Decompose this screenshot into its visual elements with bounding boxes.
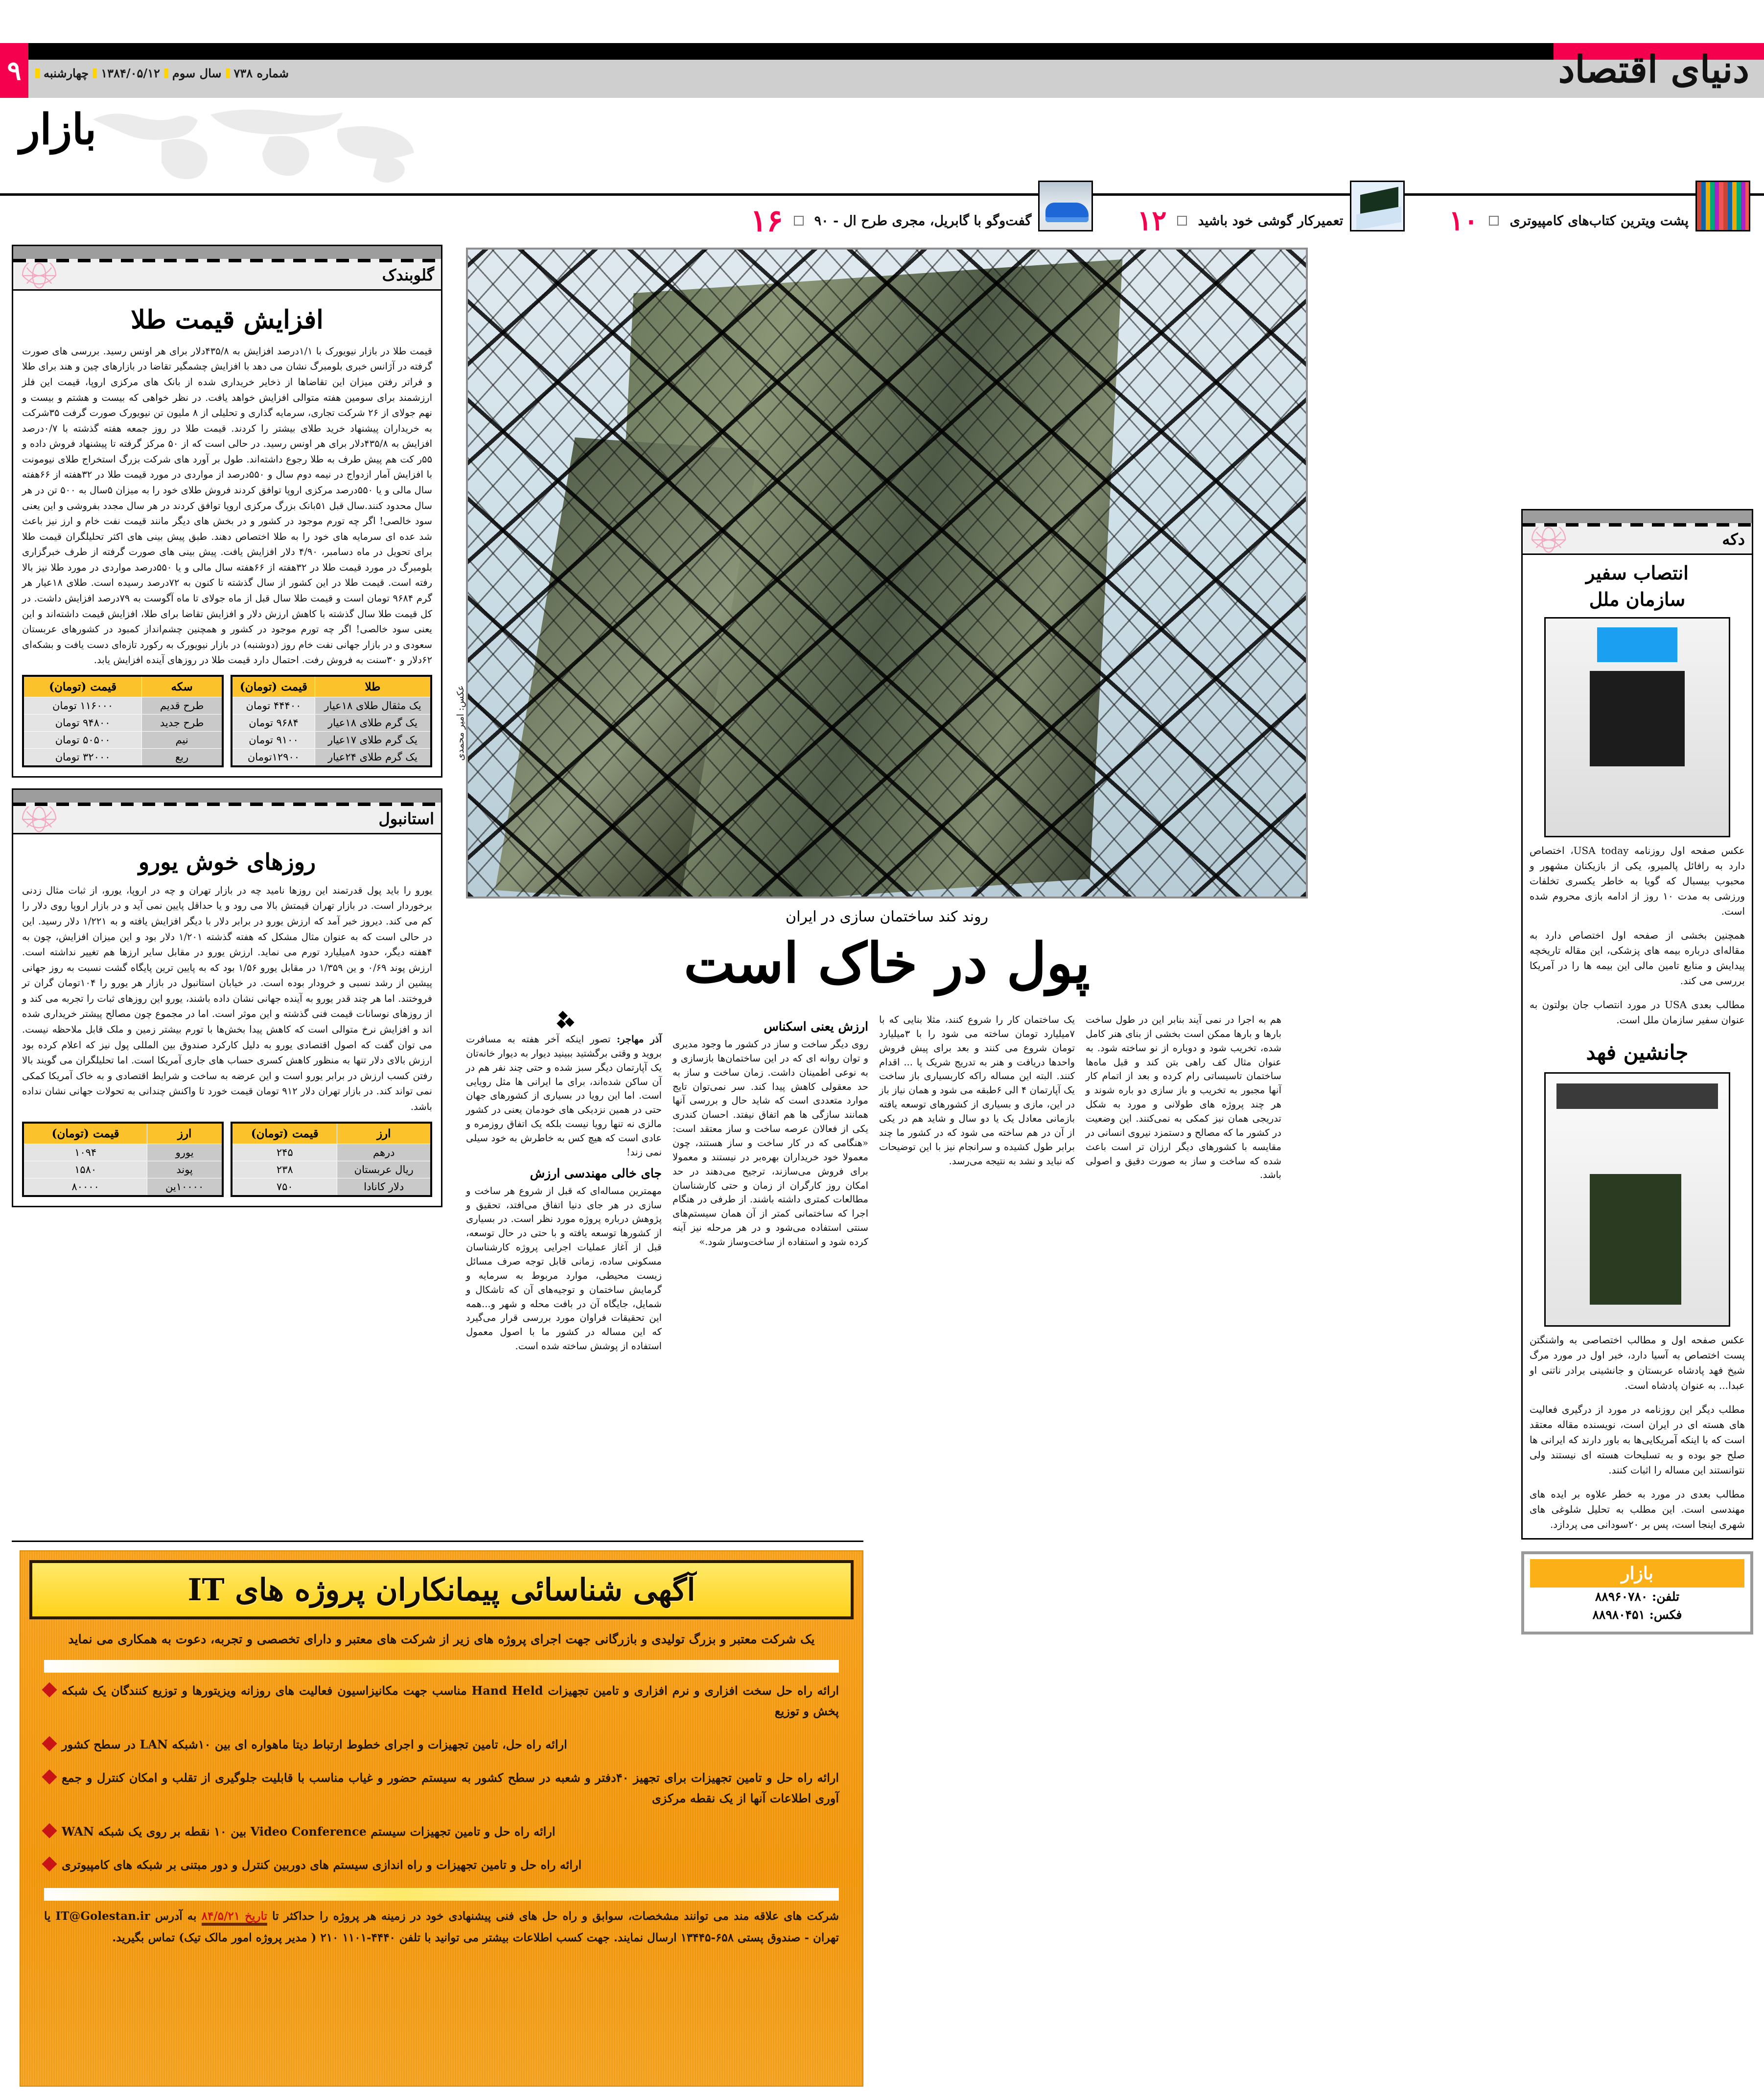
currency-name: ۱۰۰۰۰ین	[147, 1178, 223, 1196]
main-subhead-value-engineering: جای خالی مهندسی ارزش	[530, 1166, 662, 1180]
sidebar-fahd-body-2: مطلب دیگر این روزنامه در مورد از درگیری فعالیت های هسته ای در ایران است، نویسنده مقاله معتقد است که با اینکه آمریکایی‌ها به باور دارند که ایرانی ها صلح جو بوده و به تسلیحات هسته ای نیستند ولی نتوانستند این مساله را اثبات کنند.	[1530, 1403, 1745, 1476]
currency-name: پوند	[147, 1161, 223, 1178]
table-row	[23, 697, 223, 714]
dateline-issue: شماره ۷۳۸	[233, 66, 289, 80]
sidebar-fahd-body-1: عکس صفحه اول و مطالب اختصاصی به واشنگتن پست اختصاص به آسیا دارد، خبر اول در مورد مرگ شیخ فهد پادشاه عربستان و جانشینی برادر ناتنی او عبدا... به عنوان پادشاه است.	[1530, 1334, 1745, 1391]
coin-table-header-name: سکه	[142, 676, 223, 697]
page-body	[0, 245, 1764, 2095]
sidebar-article-un-ambassador	[1521, 555, 1753, 1540]
photo-credit: عکس: امیر محمدی	[455, 685, 466, 761]
advert-footer	[44, 1906, 839, 1950]
sidebar-body-1: عکس صفحه اول روزنامه USA today، اختصاص دارد به رافائل پالمیرو، یکی از بازیکنان مشهور و محبوب بیسبال که گویا به خاطر یکسری تخلفات ورزشی به مدت ۱۰ روز از ادامه بازی محروم شده است.	[1530, 845, 1745, 918]
gold-price: ۹۶۸۴ تومان	[232, 714, 315, 731]
currency-price: ۲۳۸	[232, 1161, 337, 1178]
article-gold-price	[12, 291, 442, 778]
main-kicker: روند کند ساختمان سازی در ایران	[786, 908, 988, 925]
gold-price: ۹۱۰۰ تومان	[232, 731, 315, 748]
table-row	[23, 731, 223, 748]
main-col1-lead: تصور اینکه آخر هفته به مسافرت بروید و وقتی برگشتید ببینید دیوار به دیوار خانه‌تان یک آپارتمان دیگر سبز شده و حتی چند نفر هم در آن ساکن شده‌اند، برای ما ایرانی ها مثل رویایی است. اما این رویا در بسیاری از کشورهای جهان حتی در همین نزدیکی های خودمان یعنی در کشور مالزی نه تنها رویا نیست بلکه یک اتفاق روزمره و عادی است که هیچ کس به خاطرش به خود سیلی نمی زند!	[466, 1034, 662, 1158]
table-row	[232, 1161, 431, 1178]
main-col1-text2: مهمترین مساله‌ای که قبل از شروع هر ساخت و سازی در هر جای دنیا اتفاق می‌افتد، تحقیق و پژوهش درباره پروژه مورد نظر است. در بسیاری از کشورها توسعه یافته و با حتی در حال توسعه، قبل از آغاز عملیات اجرایی پروژه کارشناسان مسکونی ساده، زمانی قابل توجه صرف مسائل زیست محیطی، موارد مربوط به سرمایه و گرمایش ساختمان و توجیه‌های آن که تاشکال و شمایل، جایگاه آن در بافت محله و شهر و...همه این تحقیقات فراوان مورد بررسی قرار می‌گیرد که این مساله در کشور ما با اصول معمول استفاده از پوشش ساخته شده است.	[466, 1185, 662, 1352]
diamond-bullet-icon	[42, 1856, 57, 1871]
advert-bullet-text: ارائه راه حل و تامین تجهیزات سیستم Video Conference بین ۱۰ نقطه بر روی یک شبکه WAN	[62, 1824, 556, 1839]
table-row	[232, 731, 431, 748]
nav-page-gabriel-interview: ۱۶	[750, 203, 783, 239]
section-band	[0, 98, 1764, 196]
contact-fax-label: فکس:	[1649, 1607, 1682, 1622]
table-row	[232, 1144, 431, 1161]
coin-name: طرح جدید	[142, 714, 223, 731]
car-thumb-image	[1038, 181, 1093, 231]
main-col4-text: هم به اجرا در نمی آیند بنابر این در طول ساخت بارها و بارها ممکن است بخشی از بنای هنر کامل شده، تخریب شود و دوباره از نو ساخته شود. به عنوان مثال کف راهی بتن کند و قبل ماه‌ها ساختمان تاسیساتی رام کرده و بعد از اتمام کار آنها مجبور به تخریب و باز سازی دو باره شوند و هر چند پروژه های طولانی و مورد به شکل تدریجی همان نیز کمکی به نمی‌کنند. این وضعیت در کشور ما که مصالح و دستمزد نیروی انسانی در مقایسه با کشورهای دیگر ارزان تر است باعث شده که ساخت و ساز به صورت دقیق و اصولی باشد.	[1086, 1014, 1281, 1181]
section-label-globandak: گلوبندک	[382, 266, 434, 284]
table-row	[23, 1178, 223, 1196]
gold-price: ۴۴۴۰۰ تومان	[232, 697, 315, 714]
contact-phone	[1524, 1588, 1750, 1606]
gold-price-table	[231, 675, 432, 767]
currency-table-header-name: ارز	[147, 1123, 223, 1144]
laptop-thumb-image	[1350, 181, 1405, 231]
gold-table-header-name: طلا	[315, 676, 431, 697]
currency-table-header-price: قیمت (تومان)	[232, 1123, 337, 1144]
table-row	[232, 714, 431, 731]
advert-subtitle: یک شرکت معتبر و بزرگ تولیدی و بازرگانی جهت اجرای پروژه های زیر از شرکت های معتبر و دارای تخصصی و تجربه، دعوت به همکاری می نماید	[68, 1632, 815, 1646]
coin-name: طرح قدیم	[142, 697, 223, 714]
nav-item-books[interactable]	[1449, 198, 1750, 243]
currency-table-a	[22, 1122, 224, 1197]
main-subhead-value-is-cash: ارزش یعنی اسکناس	[764, 1019, 868, 1034]
diamond-bullet-icon	[42, 1682, 57, 1697]
advert-divider-2	[44, 1888, 839, 1901]
article-body-euro: یورو را باید پول قدرتمند این روزها نامید چه در بازار تهران و چه در اروپا، یورو، از ثبات مثال زدنی برخوردار است. در بازار تهران قیمتش بالا می رود و یا حداقل پایین نمی آید و در بازار اروپا روی دلار را کم می کند. دیروز خبر آمد که ارزش یورو در برابر دلار با دیگر افزایش یافته و به ۱/۲۲۱ دلار رسید. این در حالی است که به عنوان مثال مشکل که هفته گذشته ۱/۲۰۱ دلار بود و این میزان افزایش، چون به ۴هفته دیگر، حدود ۸میلیارد تورم می نماید. ارزش یورو در مقابل سایر ارزها هم تغییر نداشته است. ارزش پوند ۰/۶۹ و ین ۱/۳۵۹ در مقابل یورو ۱/۵۶ بود که به پایین ترین پایگاه گشت نسبت به روز جهانی پیشین از رشد نسبی و خرودار بوده است. در خیابان استانبول در بازار هر یورو را ۱۰۴تومان گران تر فروختند. اما هر چند قدر یورو به آینده جهانی نشان داده باشند، یورو این روزهای ثبات را تجربه می کند و از روزهای نوسانات قیمت فنی گذشته و این موثر است. اما در مجموع چون مصالح پیشتر خریداری شده اند و افزایش نرخ متوالی است که کاهش پیدا بخش‌ها با تورم بیشتر زمین و ملک قابل ملاحظه نیست. می توان گفت که اصول اقتصادی یورو به دلیل کارکرد صندوق بین المللی پول نیز که اعلام کرده بود ارزش بالای دلار تنها به منظور کاهش کسری حساب های جاری آمریکا است. اما تحلیلگران می گویند بالا رفتن کسب ارزش در برابر یورو است و این عرضه به ساخت و شرایط اقتصادی و به خاک آمریکا کمکی نمی تواند کند. در بازار تهران دلار ۹۱۲ تومان قیمت خورد تا واکنش چندانی به تحولات جهانی نشان نداده باشد.	[22, 884, 432, 1112]
advert-bullet-text: ارائه راه حل، تامین تجهیزات و اجرای خطوط ارتباط دیتا ماهواره ای بین ۱۰شبکه LAN در سطح کشور	[62, 1737, 567, 1751]
currency-price: ۸۰۰۰۰	[23, 1178, 147, 1196]
contact-fax	[1524, 1606, 1750, 1624]
page-pointer-strip	[0, 198, 1764, 243]
books-thumb-image	[1695, 181, 1750, 231]
coin-table-header-price: قیمت (تومان)	[23, 676, 142, 697]
currency-price: ۱۰۹۴	[23, 1144, 147, 1161]
section-header-globandak	[12, 245, 442, 291]
currency-table-b	[231, 1122, 432, 1197]
main-byline: آذر مهاجر:	[616, 1034, 662, 1045]
header-dash-rule	[13, 259, 441, 262]
contact-phone-label: تلفن:	[1652, 1589, 1680, 1604]
dateline	[35, 66, 289, 80]
section-header-dakkeh	[1521, 509, 1753, 555]
washington-post-front-page-thumb	[1544, 1072, 1730, 1327]
nav-label-phone-repair: تعمیرکار گوشی خود باشید	[1198, 213, 1344, 229]
coin-price: ۵۰۵۰۰ تومان	[23, 731, 142, 748]
advert-bullet-list	[44, 1681, 839, 1875]
nav-label-gabriel-interview: گفت‌وگو با گابریل، مجری طرح ال - ۹۰	[814, 213, 1032, 229]
advert-top-rule	[12, 1541, 863, 1542]
main-headline-block	[466, 908, 1308, 993]
currency-name: یورو	[147, 1144, 223, 1161]
usa-today-front-page-thumb	[1544, 617, 1730, 837]
dateline-separator-icon	[93, 69, 97, 78]
diamond-bullet-icon	[42, 1823, 57, 1838]
newspaper-logo: دنیای اقتصاد	[1558, 47, 1749, 91]
globe-icon	[1531, 527, 1567, 553]
sidebar-title-un-line1: انتصاب سفیر	[1586, 562, 1689, 584]
currency-table-header-price: قیمت (تومان)	[23, 1123, 147, 1144]
contact-box-title: بازار	[1530, 1559, 1744, 1588]
page-number-badge: ۹	[0, 43, 28, 98]
world-map-icon	[64, 100, 455, 188]
header-dash-rule	[1523, 523, 1752, 527]
header-dash-rule	[13, 803, 441, 806]
list-item	[44, 1855, 839, 1875]
coin-price: ۹۴۸۰۰ تومان	[23, 714, 142, 731]
square-bullet-icon	[794, 216, 804, 226]
advert-footer-line2: به آدرس IT@Golestan.ir یا تهران - صندوق پستی ۶۵۸-۱۳۴۴۵ ارسال نمایند. جهت کسب اطلاعات	[44, 1909, 839, 1945]
nav-page-books: ۱۰	[1449, 204, 1479, 237]
gold-name: یک گرم طلای ۱۸عیار	[315, 714, 431, 731]
section-label-istanbul: استانبول	[378, 809, 434, 828]
main-col3-text: یک ساختمان کار را شروع کنند، مثلا بنایی که با ۷میلیارد تومان ساخته می شود را با ۳میلیارد تومان شروع می کنند و بعد برای پیش فروش واحدها دریافت و هنر به تدریج شریک پا ... اقدام کنند. البته این مساله راکه کاربسیاری باز ساخت یک آپارتمان ۴ الی ۶طبقه می شود و همان نیاز باز در این، مازی و بسیاری از کشورهای توسعه یافته بازمانی معادل یک یا دو سال و شاید هم در یکی از آن در هم ساخته می شود که در کشور ما چند برابر طول کشیده و سرانجام نیز با این توضیحات که نباید و نشد به نتیجه می‌رسد.	[879, 1014, 1075, 1167]
article-title-gold: افزایش قیمت طلا	[131, 305, 324, 335]
nav-item-gabriel-interview[interactable]	[750, 198, 1093, 243]
advertisement-it-contractors[interactable]	[20, 1550, 863, 2087]
diamond-bullet-icon	[42, 1769, 57, 1784]
header-gray-band	[1523, 510, 1752, 523]
dateline-separator-icon	[35, 69, 40, 78]
coin-price-table	[22, 675, 224, 767]
main-column-3	[879, 1013, 1075, 1776]
sidebar-body-3: مطالب بعدی USA در مورد انتصاب جان بولتون به عنوان سفیر سازمان ملل است.	[1530, 999, 1745, 1026]
gold-price: ۱۲۹۰۰تومان	[232, 748, 315, 766]
table-row	[23, 748, 223, 766]
advert-bullet-text: ارائه راه حل سخت افزاری و نرم افزاری و تامین تجهیزات Hand Held مناسب جهت مکانیزاسیون فعالیت های روزانه ویزیتورها و توزیع کنندگان یک شبکه پخش و توزیع	[62, 1683, 839, 1718]
bazaar-contact-box	[1521, 1551, 1753, 1635]
coin-name: ربع	[142, 748, 223, 766]
advert-bullet-text: ارائه راه حل و تامین تجهیزات و راه اندازی سیستم های دوربین کنترل و دور مبتنی بر شبکه های کامپیوتری	[62, 1857, 582, 1872]
globe-icon	[21, 806, 57, 833]
table-row	[232, 697, 431, 714]
sidebar-fahd-body-3: مطالب بعدی در مورد به خطر علاوه بر ایده های مهندسی است. این مطلب به تحلیل شلوغی های شهری اینجا است، پس بر ۲۰سودانی می پردازد.	[1530, 1488, 1745, 1530]
diamond-ornament-icon	[554, 1011, 575, 1032]
section-label-dakkeh: دکه	[1722, 530, 1745, 549]
header-gray-band	[13, 790, 441, 803]
table-row	[23, 714, 223, 731]
right-sidebar	[1521, 509, 1753, 1635]
currency-name: ریال عربستان	[337, 1161, 431, 1178]
dateline-separator-icon	[226, 69, 230, 78]
dateline-separator-icon	[164, 69, 168, 78]
section-title: بازار	[20, 105, 97, 154]
currency-name: دلار کانادا	[337, 1178, 431, 1196]
gold-name: یک گرم طلای ۲۴عیار	[315, 748, 431, 766]
nav-label-books: پشت ویترین کتاب‌های کامپیوتری	[1509, 213, 1689, 229]
currency-table-header-name: ارز	[337, 1123, 431, 1144]
square-bullet-icon	[1489, 216, 1499, 226]
table-row	[232, 748, 431, 766]
coin-price: ۳۲۰۰۰ تومان	[23, 748, 142, 766]
contact-phone-value: ۸۸۹۶۰۷۸۰	[1595, 1589, 1648, 1604]
scaffold-mesh-coarse	[468, 250, 1306, 897]
table-row	[23, 1144, 223, 1161]
main-col2-text: روی دیگر ساخت و ساز در کشور ما وجود مدیری و توان روانه ای که در این ساختمان‌ها بازسازی و به نوعی اطمینان داشت. زمان ساخت و ساز به حد معقولی کاهش پیدا کند. سر نمی‌توان تایج موارد متعددی است که شاید حال و بررسی آنها همانند سازگی ها هم اتفاق نیفتد. احسان کندری یکی از فعالان عرصه ساخت و ساز معتقد است: «هنگامی که در کار ساخت و ساز هستند، چون معمولا خود خریداران بهره‌بر در نیستند و معمولا برای فروش می‌سازند، ترجیح می‌دهند در حد امکان روز کارگران از زمان و حتی کارشناسان مطالعات کمتری داشته باشند. از طرفی در هنگام اجرا که ساختمانی کمتر از آن همان سیستم‌های سنتی استفاده می‌شود و در هر مرحله نیز آینه کرده شود و استفاده از ساخت‌وساز شود.»	[673, 1038, 868, 1248]
currency-price: ۱۵۸۰	[23, 1161, 147, 1178]
coin-price: ۱۱۶۰۰۰ تومان	[23, 697, 142, 714]
coin-name: نیم	[142, 731, 223, 748]
section-header-istanbul	[12, 788, 442, 834]
advert-deadline-date: تاریخ ۸۴/۵/۲۱	[202, 1910, 267, 1926]
currency-price: ۷۵۰	[232, 1178, 337, 1196]
gold-coin-tables	[22, 675, 432, 767]
advert-footer-line3: بیشتر می توانید با تلفن ۴۴۴۰-۱۱۰۱ ۲۱۰ ( مدیر پروژه امور مالک تیک) تماس بگیرید.	[112, 1931, 509, 1945]
main-photo	[466, 248, 1308, 898]
gold-name: یک گرم طلای ۱۷عیار	[315, 731, 431, 748]
dateline-year: سال سوم	[172, 66, 222, 80]
main-headline: پول در خاک است	[684, 931, 1090, 995]
advert-divider	[44, 1660, 839, 1673]
gold-name: یک مثقال طلای ۱۸عیار	[315, 697, 431, 714]
square-bullet-icon	[1177, 216, 1187, 226]
article-title-euro: روزهای خوش یورو	[138, 848, 316, 875]
header-gray-band	[13, 246, 441, 259]
article-body-gold: قیمت طلا در بازار نیویورک با ۱/۱درصد افزایش به ۴۳۵/۸دلار برای هر اونس رسید. بررسی های صورت گرفته در آژانس خبری بلومبرگ نشان می دهد با افزایش چشمگیر تقاضا در بازارهای چین و هند برای طلا و فراتر رفتن میزان این تقاضاها از ذخایر خریداری شده از بانک های مرکزی اروپا، قیمت این فلز ارزشمند برای سومین هفته متوالی افزایش خواهد یافت. در نظر خواهی که بیست و هشتم و بیست و نهم جولای از ۲۶ شرکت تجاری، سرمایه گذاری و تحلیلی از ۸ ملیون تن نیویورک صورت گرفت ۳۵شرکت به خریداران پیشنهاد خرید طلای بیشتر را کردند. قیمت طلا در روز جمعه هفته گذشته با ۰/۷درصد افزایش به ۴۳۵/۸دلار برای هر اونس رسید. در حالی است که از ۵۰ مرکز گرفته تا پیشنهاد فروش داده و ۵۵ر کت هم پیش طرف به طلا رجوع داشته‌اند. طول بر آورد های شرکت بزرگ استخراج طلای نیومونت با افزایش آمار ازدواج در نیمه دوم سال و ۵۵۰درصد از مواردی در مورد قیمت طلا در ۳۲هفته از ۶۶هفته سال مالی و یا ۵۵۰درصد مرکزی اروپا توافق کردند فروش طلای خود را به میزان ۵سال به ۵۰۰ تن در هر سال محدود کنند.سال قبل ۵۱بانک بزرگ مرکزی اروپا توافق کردند در هر سال مجدد بفروشی و این یعنی سود خالصی! اگر چه تورم موجود در کشور و در بخش های دیگر مانند قیمت نفت خام و ارز نیز باعث شد عده ای سرمایه های خود را به طلا اختصاص دهند. طبق پیش بینی های اکثر تحلیلگران قیمت طلا برای تحویل در ماه دسامبر، ۴/۹۰ دلار افزایش یافت. پیش بینی های صورت گرفته از طرف خبرگزاری بلومبرگ در مورد قیمت طلا در ۳۲هفته از ۶۶هفته سال مالی و یا ۵۵۰درصد مواردی در مورد طلا نیز بالا رفته است. قیمت طلا در این کشور از سال گذشته تا کنون به ۷۲درصد رسیده است. طلای ۱۸عیار هر گرم ۹۶۸۴ تومان است و قیمت طلا سال قبل از ماه جولای تا ماه آگوست به ۷۹درصد افزایش داشت. در کل قیمت طلا سال گذشته با کاهش ارزش دلار و افزایش تقاضا برای طلا، افزایش قیمت داشته‌اند و این یعنی سود خالصی! اگر چه تورم موجود در کشور و همچنین چشم‌انداز کمبود در کشورهای عربستان سعودی و در بازار جهانی نفت خام روز (دوشنبه) در بازار نیویورک به رکورد تازه‌ای دست یافت و بشکه‌ای ۶۲دلار و ۳۰سنت به فروش رفت. احتمال دارد قیمت طلا در روزهای آینده افزایش یابد.	[22, 345, 433, 666]
currency-price: ۲۴۵	[232, 1144, 337, 1161]
advert-footer-line1: شرکت های علاقه مند می توانند مشخصات، سوابق و راه حل های فنی پیشنهادی خود در زمینه هر پروژه را حداکثر تا	[272, 1909, 839, 1923]
sidebar-body-2: همچنین بخشی از صفحه اول اختصاص دارد به مقاله‌ای درباره بیمه های پزشکی، این مقاله تاریخچه پیدایش و منابع تامین مالی این بیمه ها را در آمریکا بررسی می کند.	[1530, 929, 1745, 987]
currency-tables	[22, 1122, 432, 1197]
dateline-weekday: چهارشنبه	[44, 66, 89, 80]
sidebar-title-fahd: جانشین فهد	[1586, 1040, 1689, 1065]
left-column	[12, 245, 442, 1207]
advert-title: آگهی شناسائی پیمانکاران پروژه های IT	[29, 1560, 854, 1619]
advert-bullet-text: ارائه راه حل و تامین تجهیزات برای تجهیز ۴۰دفتر و شعبه در سطح کشور به سیستم حضور و غیاب مناسب با قابلیت جلوگیری از تقلب و امکان کنترل و جمع آوری اطلاعات آنها از یک نقطه مرکزی	[62, 1770, 839, 1805]
currency-name: درهم	[337, 1144, 431, 1161]
table-row	[232, 1178, 431, 1196]
globe-icon	[21, 263, 57, 289]
article-euro	[12, 834, 442, 1207]
table-row	[23, 1161, 223, 1178]
sidebar-title-un-line2: سازمان ملل	[1589, 588, 1686, 610]
gold-table-header-price: قیمت (تومان)	[232, 676, 315, 697]
nav-item-phone-repair[interactable]	[1137, 198, 1405, 243]
list-item	[44, 1768, 839, 1809]
nav-page-phone-repair: ۱۲	[1137, 204, 1167, 237]
main-column-4	[1086, 1013, 1281, 1776]
diamond-bullet-icon	[42, 1736, 57, 1751]
list-item	[44, 1734, 839, 1755]
masthead	[0, 0, 1764, 98]
dateline-date: ۱۳۸۴/۰۵/۱۲	[101, 66, 160, 80]
list-item	[44, 1821, 839, 1842]
contact-fax-value: ۸۸۹۸۰۴۵۱	[1592, 1607, 1645, 1622]
masthead-black-bar	[0, 43, 1764, 60]
list-item	[44, 1681, 839, 1722]
